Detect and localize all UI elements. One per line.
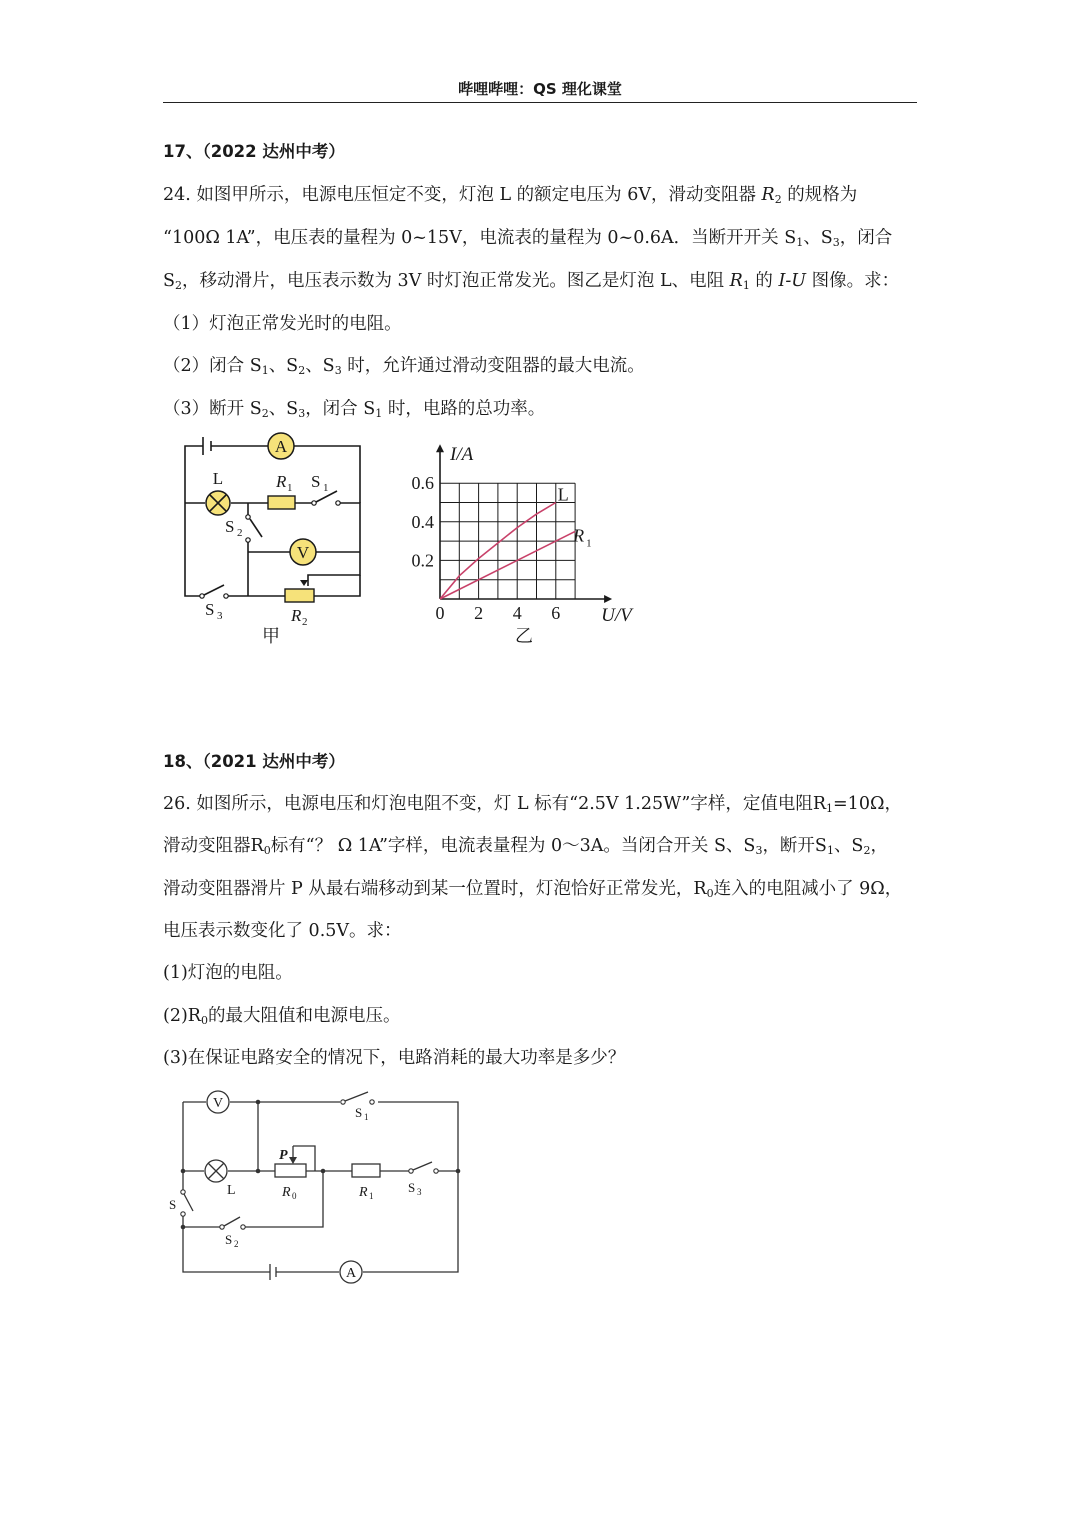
q17-part3: （3）断开 $S_2$、$S_3$，闭合 $S_1$ 时，电路的总功率。 [163,399,546,420]
svg-text:1: 1 [323,482,329,494]
q17-stem-line2: “100Ω 1A”，电压表的量程为 0~15V，电流表的量程为 0~0.6A．当断开开关 $S_1$、$S_3$，闭合 [163,228,893,249]
series-label-sub: 1 [586,537,592,550]
q17-part1: （1）灯泡正常发光时的电阻。 [163,314,402,334]
svg-text:0: 0 [292,1191,297,1201]
y-tick-label: 0.4 [411,511,434,532]
switch-s3 [413,1162,432,1170]
svg-text:3: 3 [417,1187,422,1197]
svg-text:A: A [274,437,288,456]
y-tick-label: 0.6 [411,473,434,494]
s1-label: S [355,1105,363,1120]
resistor-r1 [352,1164,380,1177]
r2-label: R [291,606,302,625]
s2-label: S [225,517,235,536]
x-axis-title: U/V [601,605,632,626]
x-tick-label: 6 [551,603,561,623]
x-tick-label: 4 [512,603,522,623]
s-label: S [169,1197,177,1212]
series-label: R [573,525,585,546]
slider-p-label: P [279,1148,288,1163]
lamp-label: L [212,469,224,488]
q18-stem-line4: 电压表示数变化了 0.5V。求： [163,921,402,941]
q17-stem-line1: 24. 如图甲所示，电源电压恒定不变，灯泡 L 的额定电压为 6V，滑动变阻器 $R_2$ 的规格为 [163,185,858,206]
caption-yi: 乙 [515,626,533,646]
q18-stem-line2: 滑动变阻器$R_0$标有“？ Ω 1A”字样，电流表量程为 0～3A。当闭合开关 S、$S_3$，断开$S_1$、$S_2$， [163,836,888,857]
header-title: 哔哩哔哩：QS 理化课堂 [458,80,622,98]
q18-stem-line3: 滑动变阻器滑片 P 从最右端移动到某一位置时，灯泡恰好正常发光，$R_0$连入的电阻减小了 9Ω， [163,879,903,900]
lamp-icon [205,1160,227,1182]
svg-text:1: 1 [287,482,293,494]
ammeter-icon [340,1261,362,1283]
svg-text:V: V [212,1096,224,1111]
switch-s2 [224,1217,240,1226]
svg-text:2: 2 [234,1239,239,1249]
y-tick-label: 0.2 [411,550,434,571]
switch-s1 [345,1092,368,1101]
rheostat-r0 [275,1164,306,1177]
svg-text:A: A [345,1266,357,1281]
q18-stem-line1: 26. 如图所示，电源电压和灯泡电阻不变，灯 L 标有“2.5V 1.25W”字样，定值电阻$R_1=10\Omega$， [163,794,902,815]
r1-label: R [359,1185,368,1200]
r1-label: R [276,472,287,491]
s3-label: S [205,600,215,619]
q18-part1: (1)灯泡的电阻。 [163,963,293,983]
x-tick-label: 2 [474,603,484,623]
q18-part2: $(2)R_0$的最大阻值和电源电压。 [163,1006,401,1027]
y-axis-title: I/A [450,444,474,466]
svg-text:V: V [296,543,310,562]
series-label: L [557,484,569,505]
q17-stem-line3: $S_2$，移动滑片，电压表示数为 3V 时灯泡正常发光。图乙是灯泡 L、电阻 $R_1$ 的 I-U 图像。求： [163,271,900,292]
svg-text:1: 1 [369,1191,374,1201]
switch-s [184,1194,193,1211]
q18-part3: (3)在保证电路安全的情况下，电路消耗的最大功率是多少？ [163,1048,626,1068]
s3-label: S [408,1180,416,1195]
lamp-label: L [227,1183,236,1198]
x-tick-label: 0 [435,603,445,623]
voltmeter-icon [207,1091,229,1113]
q18-heading: 18、（2021 达州中考） [163,752,345,771]
svg-text:3: 3 [217,610,223,622]
q17-heading: 17、（2022 达州中考） [163,142,345,161]
s1-label: S [311,472,321,491]
svg-text:1: 1 [364,1112,369,1122]
svg-text:2: 2 [302,616,308,628]
s2-label: S [225,1232,233,1247]
r0-label: R [282,1185,291,1200]
caption-jia: 甲 [262,626,280,646]
svg-text:2: 2 [237,527,243,539]
q17-part2: （2）闭合 $S_1$、$S_2$、$S_3$ 时，允许通过滑动变阻器的最大电流。 [163,356,645,377]
